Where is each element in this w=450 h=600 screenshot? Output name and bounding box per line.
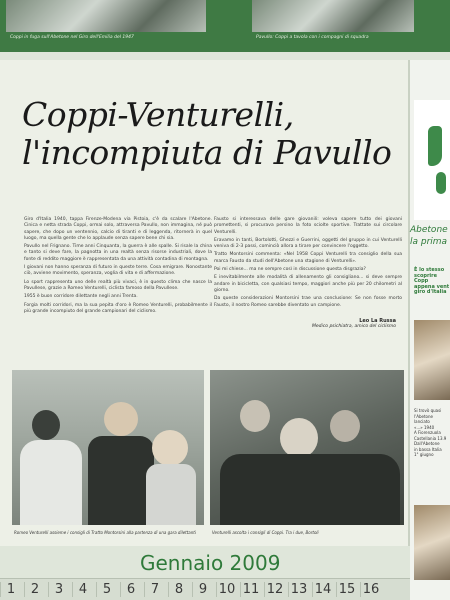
map-landmass: [428, 126, 442, 166]
top-caption-left: Coppi in fuga sull'Abetone nel Giro dell'Emilia del 1947: [10, 35, 134, 40]
sidebar-line: A Fiorenzuola: [414, 430, 441, 435]
sidebar-line: Castellania 13.9: [414, 435, 447, 441]
photo-caption-right: Venturelli ascolta i consigli di Coppi. Tra i due, Bortoli: [212, 530, 319, 535]
sidebar-line: l'Abetone lanciato: [414, 413, 433, 424]
photo-figure-body: [20, 440, 82, 525]
paragraph: Eravamo in tanti, Bortolotti, Ghezzi e Guerrini, oggetti del gruppo in cui Venturelli veniva di 2-3 passi, cominciò allora a tirare per convincere l'oggetto.: [214, 237, 402, 250]
title-line-1: Coppi-Venturelli,: [22, 95, 294, 134]
paragraph: Tratto Montorsini commenta: «Nel 1958 Coppi Venturelli tra consiglio della sua marca Fausto da studi dell'Abetone una stagione di Venturelli».: [214, 252, 402, 264]
calendar-day: 2: [24, 582, 45, 597]
top-photo-band: [0, 0, 450, 52]
photo-bystander-body: [146, 464, 196, 525]
sidebar-line: in bassa Italia: [414, 446, 442, 452]
calendar-day: 1: [0, 582, 21, 597]
sidebar-intro: [414, 268, 450, 296]
sidebar-line: «...» 1940: [414, 424, 435, 430]
paragraph: Giro d'Italia 1940, tappa Firenze-Modena via Pistoia, c'è da scalare l'Abetone. Cinica e netta strada Coppi, ormai solo, attraversa Pavullo, non immagina, né può sapere, che dopo un ventennio, calcio di tiranti e di leggenda, ritornerà in quel luogo, ma quella gente che lo applaude senza sapere bene chi sia.: [24, 217, 212, 241]
paragraph: Pavullo nel Frignano. Time anni Cinquanta, la guerra è alle spalle. Si risale la china e tanto si deve fare, la pagnotta in una realtà senza risorse industriali, dove la fonte di reddito maggiore è rappresentata da una attività contadina di montagna.: [24, 244, 212, 262]
top-caption-right: Pavullo: Coppi a tavola con i compagni di squadra: [256, 35, 369, 40]
calendar-day: 13: [288, 582, 309, 597]
sidebar-photo-1: [414, 320, 450, 400]
calendar-month: Gennaio 2009: [140, 551, 281, 575]
calendar-day: 9: [192, 582, 213, 597]
sidebar-line: 1° giugno: [414, 452, 434, 457]
sidebar-heading-1: Abetone: [410, 225, 448, 235]
paragraph: Fausto si interessava delle gare giovanili: voleva sapere tutto dei giovani promettenti, si procurava persino la foto sciolte sportive. Trattate sui circolare Venturelli.: [214, 217, 402, 235]
sidebar-line: giro d'Italia: [414, 289, 447, 295]
article-column-right: [214, 217, 402, 311]
calendar-day: 6: [120, 582, 141, 597]
calendar-day: 7: [144, 582, 165, 597]
sidebar-heading-2: la prima: [410, 237, 448, 247]
paragraph: Da queste considerazioni Montorsini trae una conclusione: Se non fosse morto Fausto, il nostro Romeo sarebbe diventato un campione.: [214, 296, 402, 308]
calendar-day-strip: [0, 578, 410, 600]
sidebar-line: scoprire Copp: [414, 272, 437, 284]
photo-caption-left: Romeo Venturelli assieme i consigli di Tratto Montorsini alla partenza di una gara dilettanti: [14, 530, 196, 535]
paragraph: Forgia molti corridori, ma la sua pepita d'oro è Romeo Venturelli, probabilmente il più grande incompiuto del grande campionari del ciclismo.: [24, 302, 212, 314]
paragraph: I giovani non hanno speranza di futuro in queste terre. Cosa emigrare. Nonostante ciò, avviene movimento, speranza, voglia di vita e di affermazione.: [24, 265, 212, 277]
sidebar-line: Si trovò quasi: [414, 408, 442, 413]
photo-venturelli-montorsini: [12, 370, 204, 525]
sidebar-line: È lo stesso: [414, 267, 445, 273]
photo-coppi-head: [280, 418, 318, 458]
calendar-day: 14: [312, 582, 333, 597]
paragraph: Lo sport rappresenta uno delle realtà più vivaci, è in questo clima che nasce la Pavullese, grazie a Romeo Venturelli, ciclista famoso della Pavullese.: [24, 279, 212, 291]
paragraph: Poi mi chiese... ma ne sempre così in discussione questa disgrazia?: [214, 267, 366, 273]
top-photo-right: [252, 0, 414, 32]
calendar-day: 8: [168, 582, 189, 597]
signature-name: Leo La Russa: [359, 318, 396, 324]
signature-role: Medico psichiatra, amico del ciclismo: [312, 324, 396, 329]
top-photo-left: [6, 0, 206, 32]
paragraph: E inevitabilmente alle modalità di allenamento gli consigliano... si deve sempre andare in bicicletta, con qualsiasi tempo, maggiori anche più per 20 chilometri al giorno.: [214, 275, 402, 293]
photo-bystander-head: [152, 430, 188, 466]
photo-figure-head: [32, 410, 60, 440]
map-island: [436, 172, 446, 194]
calendar-day: 4: [72, 582, 93, 597]
sidebar-line: Dall'Abetone: [414, 441, 440, 446]
calendar-day: 16: [360, 582, 381, 597]
calendar-day: 11: [240, 582, 261, 597]
photo-group-bodies: [220, 454, 400, 525]
calendar-day: 12: [264, 582, 285, 597]
sidebar-line: appena vent: [414, 283, 450, 290]
sidebar-photo-2: [414, 505, 450, 580]
calendar-day: 3: [48, 582, 69, 597]
photo-figure-head: [330, 410, 360, 442]
title-line-2: l'incompiuta di Pavullo: [22, 133, 392, 172]
photo-figure-head: [240, 400, 270, 432]
article-signature: [300, 318, 396, 329]
photo-cyclist-body: [88, 436, 154, 525]
calendar-day: 5: [96, 582, 117, 597]
article-title: [22, 96, 402, 172]
calendar-day: 10: [216, 582, 237, 597]
calendar-day: 15: [336, 582, 357, 597]
sidebar-body: [414, 408, 450, 458]
article-column-left: [24, 217, 212, 317]
photo-cyclist-head: [104, 402, 138, 436]
italy-map: [414, 100, 450, 220]
paragraph: 1955 è buon corridore dilettante negli anni Trenta.: [24, 294, 138, 300]
photo-venturelli-coppi: [210, 370, 404, 525]
